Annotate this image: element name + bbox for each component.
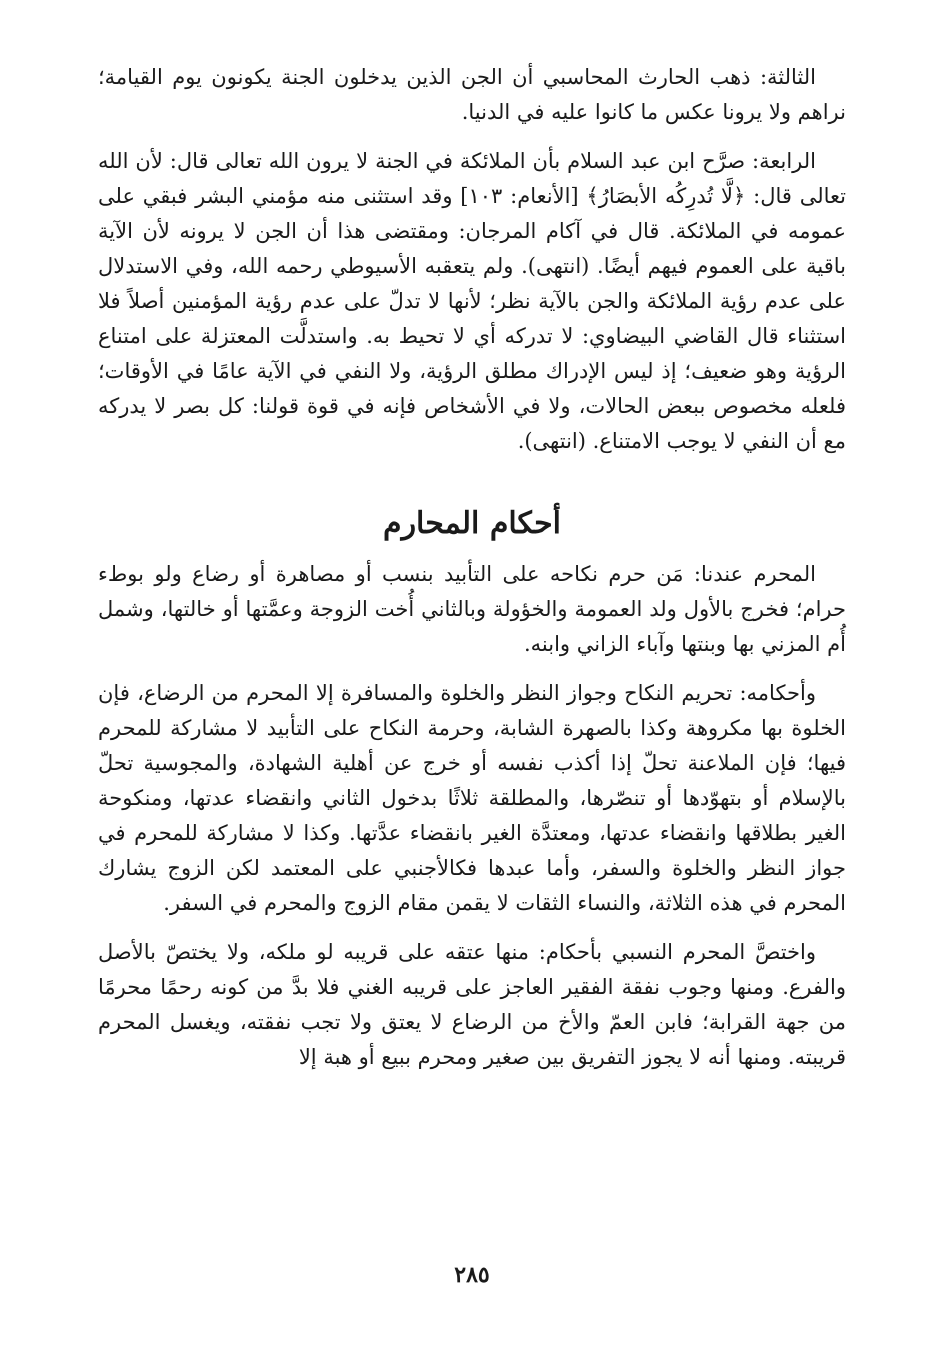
paragraph-third-text: الثالثة: ذهب الحارث المحاسبي أن الجن الذين يدخلون الجنة يكونون يوم القيامة؛ نراهم ولا يرونا عكس ما كانوا عليه في الدنيا.: [98, 65, 846, 124]
paragraph-third-opinion: [98, 60, 846, 130]
paragraph-rulings: [98, 676, 846, 921]
paragraph-spacer: [98, 130, 846, 144]
paragraph-fourth-text: الرابعة: صرَّح ابن عبد السلام بأن الملائكة في الجنة لا يرون الله تعالى قال: لأن الله تعالى قال: ﴿لَّا تُدرِكُه الأبصَارُ﴾ [الأنعام: ١٠٣] وقد استثنى منه مؤمني البشر فبقي على عمومه في الملائكة. قال في آكام المرجان: ومقتضى هذا أن الجن لا يرونه لأن الآية باقية على العموم فيهم أيضًا. (انتهى). ولم يتعقبه الأسيوطي رحمه الله، وفي الاستدلال على عدم رؤية الملائكة والجن بالآية نظر؛ لأنها لا تدلّ على عدم رؤية المؤمنين أصلاً فلا استثناء قال القاضي البيضاوي: لا تدركه أي لا تحيط به. واستدلَّت المعتزلة على امتناع الرؤية وهو ضعيف؛ إذ ليس الإدراك مطلق الرؤية، ولا النفي في الآية عامًا في الأوقات؛ فلعله مخصوص ببعض الحالات، ولا في الأشخاص فإنه في قوة قولنا: كل بصر لا يدركه مع أن النفي لا يوجب الامتناع. (انتهى).: [98, 149, 846, 453]
section-heading: أحكام المحارم: [383, 506, 561, 541]
paragraph-fourth-opinion: [98, 144, 846, 459]
page-content: [98, 60, 846, 1075]
heading-spacer-top: [98, 459, 846, 503]
page-number: ٢٨٥: [454, 1262, 490, 1288]
paragraph-definition-text: المحرم عندنا: مَن حرم نكاحه على التأبيد بنسب أو مصاهرة أو رضاع ولو بوطء حرام؛ فخرج بالأول ولد العمومة والخؤولة وبالثاني أُخت الزوجة وعمَّتها أو خالتها، وشمل أُم المزني بها وبنتها وآباء الزاني وابنه.: [98, 562, 846, 656]
paragraph-rulings-text: وأحكامه: تحريم النكاح وجواز النظر والخلوة والمسافرة إلا المحرم من الرضاع، فإن الخلوة بها مكروهة وكذا بالصهرة الشابة، وحرمة النكاح على التأبيد لا مشاركة للمحرم فيها؛ فإن الملاعنة تحلّ إذا أكذب نفسه أو خرج عن أهلية الشهادة، والمجوسية تحلّ بالإسلام أو بتهوّدها أو تنصّرها، والمطلقة ثلاثًا بدخول الثاني وانقضاء عدتها، ومنكوحة الغير بطلاقها وانقضاء عدتها، ومعتدَّة الغير بانقضاء عدَّتها. وكذا لا مشاركة للمحرم في جواز النظر والخلوة والسفر، وأما عبدها فكالأجنبي على المعتمد لكن الزوج يشارك المحرم في هذه الثلاثة، والنساء الثقات لا يقمن مقام الزوج والمحرم في السفر.: [98, 681, 846, 915]
paragraph-definition: [98, 557, 846, 662]
heading-spacer-bottom: [98, 545, 846, 557]
paragraph-spacer: [98, 662, 846, 676]
paragraph-spacer: [98, 921, 846, 935]
paragraph-kinship-text: واختصَّ المحرم النسبي بأحكام: منها عتقه على قريبه لو ملكه، ولا يختصّ بالأصل والفرع. ومنها وجوب نفقة الفقير العاجز على قريبه الغني فلا بدَّ من كونه رحمًا محرمًا من جهة القرابة؛ فابن العمّ والأخ من الرضاع لا يعتق ولا تجب نفقته، ويغسل المحرم قريبته. ومنها أنه لا يجوز التفريق بين صغير ومحرم ببيع أو هبة إلا: [98, 940, 846, 1069]
paragraph-kinship: [98, 935, 846, 1075]
